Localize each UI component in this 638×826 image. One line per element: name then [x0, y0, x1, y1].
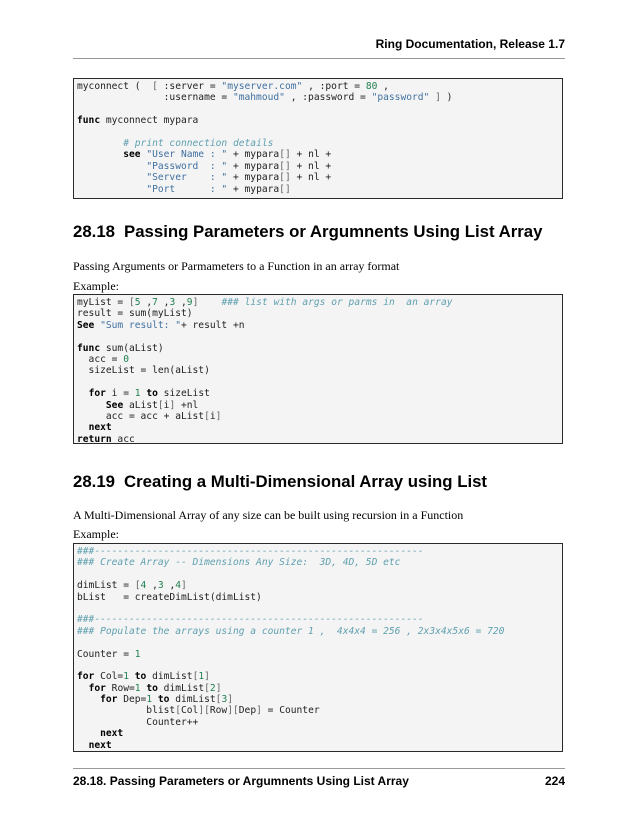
code-token: ### list with args or parms in an array [221, 297, 453, 308]
code-token: Col [180, 705, 199, 717]
code-token: , [157, 297, 170, 308]
code-token: [ [279, 172, 285, 184]
section-heading-28-19 [73, 472, 487, 492]
code-token: "Port : " [146, 183, 228, 195]
code-block-multidim [73, 543, 563, 752]
code-token: Counter = [77, 648, 135, 660]
code-line [77, 161, 562, 172]
code-token: + nl + [290, 160, 332, 172]
code-token: , [377, 81, 389, 92]
code-token: ] [227, 694, 234, 706]
code-line [77, 411, 562, 422]
section-title: Passing Parameters or Argumnents Using List Array [124, 222, 543, 241]
code-token: 1 [134, 682, 141, 694]
section-number: 28.19 [73, 472, 115, 491]
code-line [77, 728, 562, 739]
code-token: to [146, 682, 158, 694]
code-token: aList [123, 399, 158, 411]
code-token: + mypara [227, 172, 280, 184]
code-block-sum [73, 294, 563, 444]
code-line [77, 377, 562, 388]
code-token [77, 161, 146, 172]
code-token: 4 [175, 580, 182, 592]
page-number: 224 [544, 774, 565, 788]
code-token: "password" [371, 92, 430, 104]
code-line [77, 422, 562, 433]
code-block-myconnect [73, 78, 563, 199]
code-token: ) [440, 92, 453, 104]
code-line [77, 115, 562, 126]
code-token: "myserver.com" [221, 81, 303, 92]
code-line [77, 149, 562, 160]
code-token [77, 740, 89, 751]
code-token: i [163, 399, 170, 411]
code-token [77, 149, 123, 160]
footer-rule [73, 768, 565, 769]
code-token: 1 [123, 671, 129, 683]
code-token: 4 [140, 580, 147, 592]
code-line [77, 580, 562, 591]
code-line [77, 331, 562, 342]
code-line [77, 434, 562, 445]
code-token: acc = [77, 353, 124, 365]
code-token: ][ [198, 705, 210, 717]
code-line [77, 320, 562, 331]
code-token: result = sum(myList) [77, 308, 193, 320]
code-line [77, 354, 562, 365]
section-intro: A Multi-Dimensional Array of any size can be built using recursion in a Function [73, 508, 464, 522]
code-line [77, 138, 562, 149]
code-token: "Sum result: " [100, 319, 181, 331]
code-token: ] [215, 682, 222, 694]
code-token: next [88, 739, 112, 751]
code-token: Counter++ [77, 716, 199, 728]
code-token [77, 400, 106, 411]
code-token: 1 [134, 648, 141, 660]
code-line [77, 172, 562, 183]
code-token: ### Populate the arrays using a counter 1 , 4x4x4 = 256 , 2x3x4x5x6 = 720 [77, 625, 505, 637]
code-token: [ [204, 682, 210, 694]
code-token: ### Create Array -- Dimensions Any Size: 3D, 4D, 5D etc [77, 557, 401, 569]
code-token: [ [152, 81, 158, 92]
code-line [77, 683, 562, 694]
code-token: # print connection details [123, 137, 274, 149]
code-line [77, 546, 562, 557]
code-token: dimList [157, 682, 205, 694]
code-token: ] [192, 297, 199, 308]
code-line [77, 671, 562, 682]
code-token: [ [157, 399, 164, 411]
code-token [198, 297, 221, 308]
code-token: , :password = [284, 92, 372, 104]
code-token: + nl + [290, 149, 332, 161]
code-line [77, 603, 562, 614]
code-token: to [157, 694, 170, 706]
code-token: next [88, 422, 112, 434]
code-token: ][ [227, 705, 239, 717]
code-token: [ [215, 694, 222, 706]
code-token: 3 [221, 694, 228, 706]
code-token: Row [209, 705, 228, 717]
code-token: See [77, 319, 95, 331]
code-token: Col= [94, 671, 124, 683]
code-token: 1 [198, 671, 205, 683]
code-line [77, 649, 562, 660]
running-header-title: Ring Documentation, Release 1.7 [375, 37, 565, 51]
code-token: ] [256, 705, 262, 717]
code-token: Dep= [117, 694, 147, 706]
code-token: to [134, 671, 147, 683]
code-token: 80 [365, 81, 378, 92]
code-token: 1 [134, 388, 141, 400]
code-token: [ [279, 149, 285, 161]
code-token: [ [204, 410, 210, 422]
code-token: 3 [169, 297, 176, 308]
code-token: sum(aList) [100, 342, 164, 354]
code-token: [ [128, 297, 135, 308]
code-token: , [175, 297, 187, 308]
code-token: [ [279, 183, 285, 195]
code-token: ] [284, 172, 291, 184]
code-token: [ [134, 580, 141, 592]
section-title: Creating a Multi-Dimensional Array using List [124, 472, 488, 491]
code-token: see [123, 149, 141, 161]
code-token: ] [204, 671, 210, 683]
code-token: "User Name : " [146, 149, 228, 161]
code-token: acc = acc + aList [77, 410, 205, 422]
code-token: + mypara [227, 160, 280, 172]
code-line [77, 740, 562, 751]
code-token: blist [77, 705, 176, 717]
code-token: dimList [169, 694, 216, 706]
code-token: ] [284, 183, 291, 195]
code-token: dimList = [77, 580, 135, 592]
code-token: myconnect mypara [100, 115, 199, 127]
code-token: 2 [209, 682, 216, 694]
code-token: = Counter [261, 705, 320, 717]
code-token: for [88, 682, 106, 694]
code-line [77, 660, 562, 671]
code-line [77, 717, 562, 728]
code-token: See [105, 399, 124, 411]
code-token: ] [284, 149, 291, 161]
code-token: i [209, 410, 216, 422]
example-label: Example: [73, 527, 119, 541]
code-line [77, 614, 562, 625]
code-token [77, 694, 100, 705]
section-intro: Passing Arguments or Parmameters to a Function in an array format [73, 259, 400, 273]
code-token: bList = createDimList(dimList) [77, 591, 262, 603]
code-line [77, 308, 562, 319]
code-line [77, 81, 562, 92]
code-token [77, 728, 100, 739]
code-token: "mahmoud" [232, 92, 285, 104]
code-token: ###--------------------------------------------------------- [77, 546, 424, 557]
code-token: acc [111, 433, 135, 445]
code-token: ] [181, 580, 187, 592]
code-line [77, 297, 562, 308]
footer-section-ref: 28.18. Passing Parameters or Argumnents Using List Array [73, 774, 409, 788]
code-line [77, 127, 562, 138]
example-label: Example: [73, 279, 119, 293]
code-line [77, 637, 562, 648]
code-line [77, 388, 562, 399]
code-token: i = [105, 388, 135, 400]
code-token [77, 422, 89, 433]
code-line [77, 592, 562, 603]
code-token [77, 172, 146, 183]
code-token: dimList [146, 671, 193, 683]
section-heading-28-18 [73, 222, 542, 242]
code-token [77, 184, 146, 195]
code-line [77, 184, 562, 195]
code-token: :server = [157, 81, 222, 92]
code-token: sizeList [157, 388, 210, 400]
code-token: + nl + [290, 172, 332, 184]
code-token: [ [192, 671, 199, 683]
code-token [77, 138, 123, 149]
code-line [77, 343, 562, 354]
code-line [77, 92, 562, 103]
code-token: "Server : " [146, 172, 228, 184]
code-token: 0 [123, 353, 129, 365]
code-line [77, 626, 562, 637]
code-token: next [100, 728, 124, 740]
code-token: to [146, 388, 158, 400]
code-token: for [88, 388, 106, 400]
code-token: + result +n [180, 319, 245, 331]
code-token: , [140, 297, 153, 308]
code-token: 1 [146, 694, 153, 706]
code-token: [ [175, 705, 181, 717]
code-line [77, 104, 562, 115]
code-line [77, 365, 562, 376]
code-line [77, 400, 562, 411]
code-token: ] [435, 92, 441, 104]
code-line [77, 569, 562, 580]
code-token: sizeList = len(aList) [77, 365, 210, 377]
code-token: 7 [152, 297, 158, 308]
code-token: return [77, 433, 112, 445]
code-token: for [77, 671, 95, 683]
code-token: "Password : " [146, 160, 228, 172]
code-token: , [163, 580, 176, 592]
code-token: ] [169, 399, 176, 411]
code-token: 3 [157, 580, 164, 592]
code-token: Dep [238, 705, 257, 717]
code-token: :username = [77, 92, 233, 104]
code-token: + mypara [227, 149, 280, 161]
code-token: , [146, 580, 158, 592]
code-token: func [77, 342, 101, 354]
code-token: , :port = [302, 81, 366, 92]
code-token: ] [284, 160, 291, 172]
code-token: ] [215, 410, 222, 422]
code-line [77, 557, 562, 568]
code-token: 9 [186, 297, 193, 308]
code-line [77, 705, 562, 716]
code-token: Row= [105, 682, 135, 694]
section-number: 28.18 [73, 222, 115, 241]
code-token: func [77, 115, 101, 127]
code-token: +nl [175, 399, 199, 411]
code-token: myconnect ( [77, 81, 153, 92]
code-token: [ [279, 160, 285, 172]
code-token: ###--------------------------------------------------------- [77, 614, 424, 626]
code-token: for [100, 694, 118, 706]
code-token: + mypara [227, 183, 280, 195]
header-rule [73, 58, 565, 59]
code-token: 5 [134, 297, 141, 308]
code-token [77, 683, 89, 694]
code-token [77, 388, 89, 399]
code-token: myList = [77, 297, 129, 308]
code-line [77, 694, 562, 705]
